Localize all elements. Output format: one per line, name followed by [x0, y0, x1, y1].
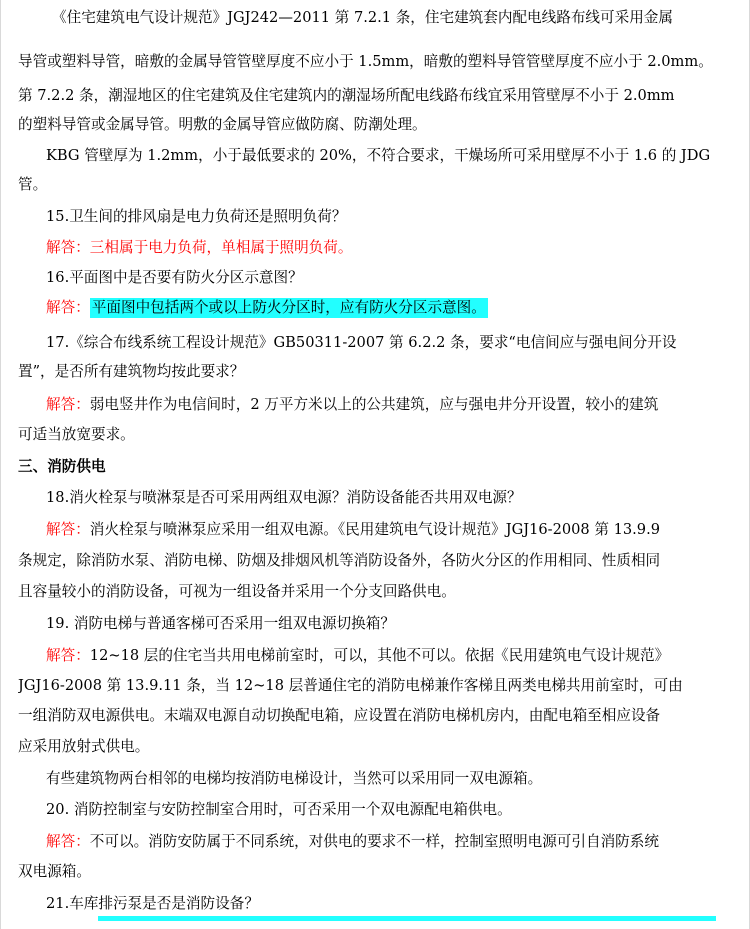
- answer-text: 弱电竖井作为电信间时，2 万平方米以上的公共建筑，应与强电井分开设置，较小的建筑: [89, 396, 659, 413]
- answer-20-cont: 双电源箱。: [18, 863, 91, 880]
- answer-17: [46, 395, 742, 415]
- question-19: 19. 消防电梯与普通客梯可否采用一组双电源切换箱？: [46, 615, 395, 632]
- answer-20: [46, 832, 742, 852]
- highlighted-answer-text: 平面图中包括两个或以上防火分区时，应有防火分区示意图。: [90, 298, 488, 318]
- answer-label: 解答：: [46, 239, 90, 256]
- answer-18: [46, 520, 742, 540]
- question-21: 21.车库排污泵是否是消防设备？: [46, 895, 259, 912]
- page-left-edge: [0, 0, 1, 929]
- answer-19-cont: JGJ16-2008 第 13.9.11 条，当 12~18 层普通住宅的消防电梯兼作客梯且两类电梯共用前室时，可由: [18, 677, 683, 694]
- answer-label: 解答：: [46, 647, 90, 664]
- question-18: 18.消火栓泵与喷淋泵是否可采用两组双电源？消防设备能否共用双电源？: [46, 489, 522, 506]
- paragraph-line: 的塑料导管或金属导管。明敷的金属导管应做防腐、防潮处理。: [18, 116, 427, 133]
- question-20: 20. 消防控制室与安防控制室合用时，可否采用一个双电源配电箱供电。: [46, 801, 512, 818]
- answer-label: 解答：: [46, 299, 90, 316]
- question-17-cont: 置”，是否所有建筑物均按此要求？: [18, 363, 245, 380]
- paragraph-line: KBG 管壁厚为 1.2mm，小于最低要求的 20%，不符合要求，干燥场所可采用壁厚不小于 1.6 的 JDG: [46, 147, 711, 164]
- answer-text: 12~18 层的住宅当共用电梯前室时，可以，其他不可以。依据《民用建筑电气设计规范》: [89, 647, 670, 664]
- answer-15: [46, 238, 742, 258]
- section-heading: 三、消防供电: [18, 458, 106, 475]
- answer-label: 解答：: [46, 396, 90, 413]
- answer-text: 消火栓泵与喷淋泵应采用一组双电源。《民用建筑电气设计规范》JGJ16-2008 第 13.9.9: [89, 521, 661, 538]
- answer-label: 解答：: [46, 521, 90, 538]
- answer-17-cont: 可适当放宽要求。: [18, 426, 135, 443]
- answer-18-cont: 条规定，除消防水泵、消防电梯、防烟及排烟风机等消防设备外，各防火分区的作用相同、性质相同: [18, 552, 661, 569]
- paragraph-line: 管。: [18, 176, 48, 193]
- answer-19-cont: 一组消防双电源供电。末端双电源自动切换配电箱，应设置在消防电梯机房内，由配电箱至相应设备: [18, 707, 661, 724]
- question-15: 15.卫生间的排风扇是电力负荷还是照明负荷？: [46, 208, 347, 225]
- answer-19-cont: 应采用放射式供电。: [18, 738, 150, 755]
- paragraph-line: 导管或塑料导管，暗敷的金属导管管壁厚度不应小于 1.5mm，暗敷的塑料导管管壁厚度不应小于 2.0mm。: [18, 53, 713, 70]
- answer-label: 解答：: [46, 833, 90, 850]
- answer-18-cont: 且容量较小的消防设备，可视为一组设备并采用一个分支回路供电。: [18, 583, 456, 600]
- question-17: 17.《综合布线系统工程设计规范》GB50311-2007 第 6.2.2 条，要求“电信间应与强电间分开设: [46, 334, 677, 351]
- answer-19: [46, 646, 742, 666]
- paragraph-line: 《住宅建筑电气设计规范》JGJ242—2011 第 7.2.1 条，住宅建筑套内配电线路布线可采用金属: [52, 9, 673, 26]
- answer-text: 三相属于电力负荷，单相属于照明负荷。: [89, 239, 353, 256]
- paragraph-line: 第 7.2.2 条，潮湿地区的住宅建筑及住宅建筑内的潮湿场所配电线路布线宜采用管壁厚不小于 2.0mm: [18, 87, 675, 104]
- highlight-bar: [98, 916, 716, 921]
- question-16: 16.平面图中是否要有防火分区示意图？: [46, 269, 303, 286]
- paragraph-line: 有些建筑物两台相邻的电梯均按消防电梯设计，当然可以采用同一双电源箱。: [46, 770, 543, 787]
- answer-16: [46, 298, 742, 318]
- answer-text: 不可以。消防安防属于不同系统，对供电的要求不一样，控制室照明电源可引自消防系统: [89, 833, 659, 850]
